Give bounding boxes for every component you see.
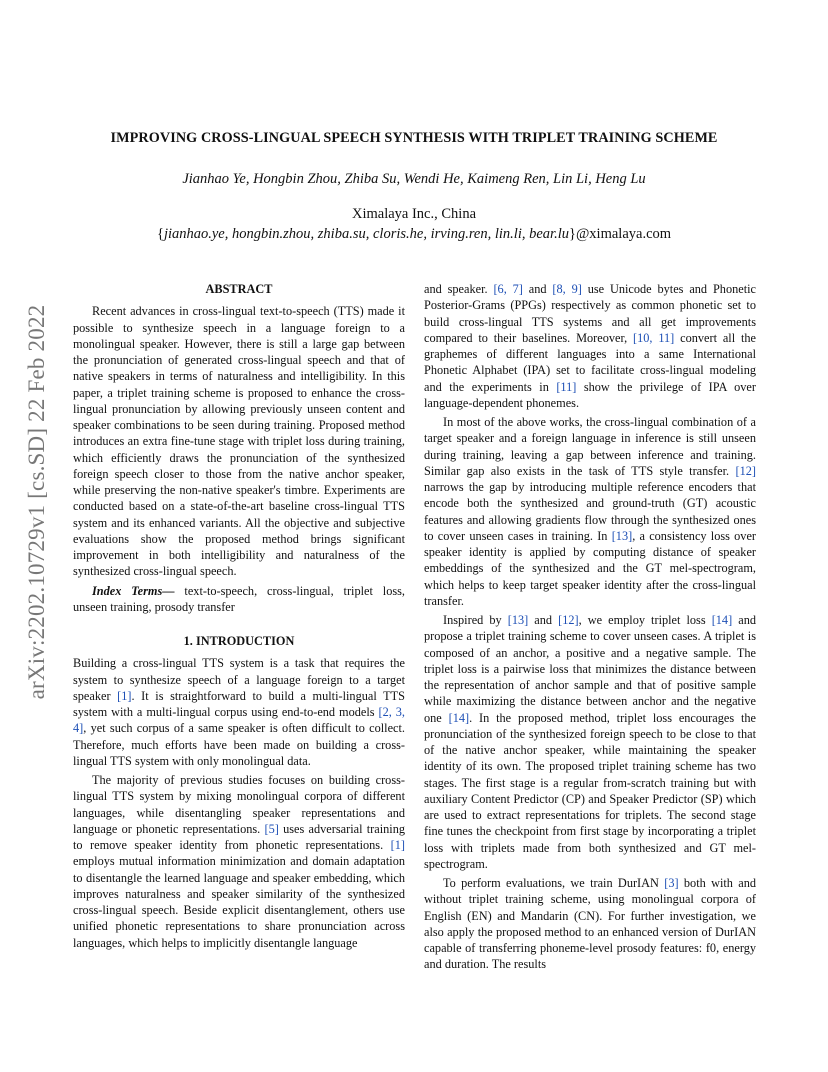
author-list: Jianhao Ye, Hongbin Zhou, Zhiba Su, Wendi He, Kaimeng Ren, Lin Li, Heng Lu (182, 171, 646, 187)
arxiv-identifier (22, 292, 52, 712)
text-run: . It is straightforward to build a multi-lingual TTS system with a multi-lingual corpus using end-to-end models (73, 688, 405, 719)
text-run: employs mutual information minimization and domain adaptation to disentangle the learned language and speaker embedding, which improves naturalness and speaker similarity of the synthesized cross-lingual speech. Beside explicit disentanglement, others use unified phonetic representations to share pronunciation across languages, which helps to implicitly disentangle language (73, 854, 405, 950)
text-run: Building a cross-lingual TTS system is a task that requires the system to synthesize speech of a language foreign to a target speaker (73, 656, 405, 703)
text-run: show the privilege of IPA over language-dependent phonemes. (424, 379, 756, 410)
intro-paragraph-4 (424, 414, 756, 609)
email-brace-open: { (156, 226, 164, 242)
citation-link[interactable]: [10, 11] (633, 330, 675, 345)
author-emails (60, 226, 768, 243)
citation-link[interactable]: [6, 7] (493, 282, 523, 296)
citation-link[interactable]: [2, 3, 4] (73, 705, 405, 736)
email-domain: }@ximalaya.com (568, 226, 672, 242)
intro-paragraph-5 (424, 612, 756, 872)
right-column (424, 281, 756, 973)
index-terms (73, 583, 405, 616)
text-run: The majority of previous studies focuses on building cross-lingual TTS system by mixing monolingual corpora of different languages, while disentangling speaker representations and language or phonetic representations. (73, 773, 405, 836)
text-run: narrows the gap by introducing multiple reference encoders that encode both the synthesized and ground-truth (GT) acoustic features and allowing gradients flow through the synthesized ones to cover unseen cases in training. In (424, 480, 756, 543)
intro-paragraph-1 (73, 655, 405, 769)
text-run: , yet such corpus of a same speaker is often difficult to collect. Therefore, much efforts have been made on building a cross-lingual TTS system with only monolingual data. (73, 721, 405, 768)
citation-link[interactable]: [12] (558, 613, 579, 627)
citation-link[interactable]: [1] (117, 688, 132, 703)
index-terms-list: text-to-speech, cross-lingual, triplet loss, unseen training, prosody transfer (73, 583, 405, 614)
text-run: . In the proposed method, triplet loss encourages the pronunciation of the synthesized foreign speech to be close to that of the native anchor speaker, while maintaining the speaker identity of its own. The proposed triplet training scheme has two stages. The first stage is a regular from-scratch training but with auxiliary Content Predictor (CP) and Speaker Predictor (SP) which are used to extract representations for triplets. The second stage fine tunes the checkpoint from first stage by incorporating a triplet loss with triplets made from both synthesized and GT mel-spectrogram. (424, 710, 756, 871)
text-run: uses adversarial training to remove speaker identity from phonetic representations. (73, 821, 405, 852)
intro-paragraph-6 (424, 875, 756, 973)
index-terms-label: Index Terms— (92, 583, 175, 598)
abstract-text: Recent advances in cross-lingual text-to-speech (TTS) made it possible to synthesize speech in a language foreign to a monolingual speaker. However, there is still a large gap between the pronunciation of generated cross-lingual speech and that of native speakers in terms of naturalness and intelligibility. In this paper, a triplet training scheme is proposed to enhance the cross-lingual pronunciation by allowing previously unseen content and speaker combinations to be seen during training. Proposed method introduces an extra fine-tune stage with triplet loss during training, which efficiently draws the pronunciation of the synthesized foreign speech closer to those from the native anchor speaker, while preserving the non-native speaker's timbre. Experiments are conducted based on a state-of-the-art baseline cross-lingual TTS system and its enhanced variants. All the objective and subjective evaluations show the proposed method brings significant improvement in both intelligibility and naturalness of the synthesized cross-lingual speech. (73, 304, 405, 579)
text-run: , we employ triplet loss (578, 613, 712, 627)
text-run: and (522, 282, 553, 296)
abstract-heading: ABSTRACT (205, 282, 273, 296)
intro-paragraph-2 (73, 772, 405, 951)
text-run: and propose a triplet training scheme to cover unseen cases. A triplet is composed of an anchor, a positive and a negative sample. The triplet loss is a pairwise loss that minimizes the distance between the representation of anchor sample and that of positive sample while maximizing the distance between anchor and the negative one (424, 613, 756, 725)
citation-link[interactable]: [14] (448, 710, 470, 725)
arxiv-identifier-text: arXiv:2202.10729v1 [cs.SD] 22 Feb 2022 (24, 304, 49, 700)
email-usernames: jianhao.ye, hongbin.zhou, zhiba.su, cloris.he, irving.ren, lin.li, bear.lu (163, 226, 569, 242)
text-run: both with and without triplet training scheme, using monolingual corpora of English (EN) and Mandarin (CN). For further investigation, we also apply the proposed method to an enhanced version of DurIAN capable of transferring phoneme-level prosody features: f0, energy and duration. The results (424, 876, 757, 972)
text-run: and speaker. (424, 282, 494, 296)
text-run: To perform evaluations, we train DurIAN (443, 876, 665, 890)
citation-link[interactable]: [12] (735, 463, 756, 478)
introduction-heading: 1. INTRODUCTION (183, 634, 295, 648)
text-run: use Unicode bytes and Phonetic Posterior-Grams (PPGs) respectively as common phonetic set to build cross-lingual TTS systems and all get improvements compared to their baselines. Moreover, (424, 282, 756, 345)
citation-link[interactable]: [14] (711, 613, 733, 627)
intro-paragraph-3 (424, 281, 756, 411)
text-run: Inspired by (443, 613, 508, 627)
affiliation: Ximalaya Inc., China (351, 206, 476, 222)
text-run: In most of the above works, the cross-lingual combination of a target speaker and a foreign language in inference is still unseen during training, leaving a gap between inference and training. Similar gap also exists in the task of TTS style transfer. (424, 415, 756, 478)
citation-link[interactable]: [8, 9] (552, 282, 582, 296)
left-column (73, 281, 405, 951)
citation-link[interactable]: [13] (507, 613, 529, 627)
text-run: and (528, 613, 559, 627)
citation-link[interactable]: [3] (664, 876, 679, 890)
citation-link[interactable]: [5] (264, 821, 279, 836)
citation-link[interactable]: [13] (611, 528, 633, 543)
paper-title: IMPROVING CROSS-LINGUAL SPEECH SYNTHESIS WITH TRIPLET TRAINING SCHEME (110, 130, 718, 146)
text-run: , a consistency loss over speaker identity is applied by computing distance of speaker embeddings of the synthesized and the GT mel-spectrogram, which helps to keep target speaker identity after the cross-lingual transfer. (424, 528, 757, 608)
text-run: convert all the graphemes of different languages into a same International Phonetic Alphabet (IPA) set to facilitate cross-lingual modeling and the experiments in (424, 330, 756, 394)
citation-link[interactable]: [1] (390, 838, 405, 852)
citation-link[interactable]: [11] (556, 379, 577, 394)
